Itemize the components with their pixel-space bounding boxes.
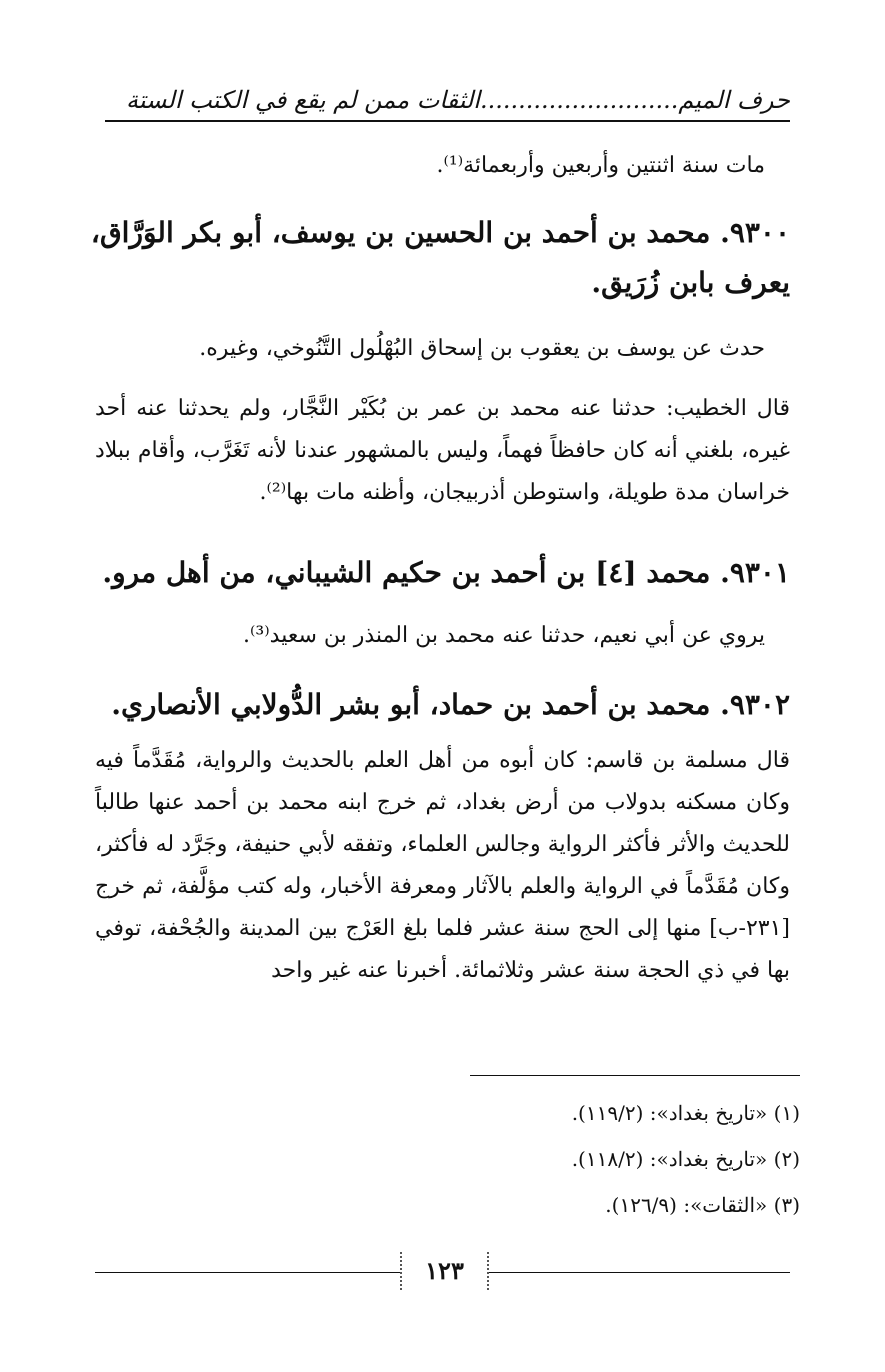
entry-heading-9301: [90, 548, 790, 598]
entry-number: ٩٣٠٢.: [720, 688, 790, 721]
running-header: [105, 82, 790, 118]
entry-heading-9300: [90, 208, 790, 308]
footnote-separator: [470, 1075, 800, 1076]
page-number: ١٢٣: [400, 1252, 489, 1290]
footer-rule-right: [485, 1272, 790, 1273]
entry-paragraph: قال الخطيب: حدثنا عنه محمد بن عمر بن بُكَيْر النَّجَّار، ولم يحدثنا عنه أحد غيره، بلغني أنه كان حافظاً فهماً، وليس بالمشهور عندنا لأنه تَغَرَّب، وأقام ببلاد خراسان مدة طويلة، واستوطن أذربيجان، وأظنه مات بها⁽²⁾.: [95, 396, 790, 505]
footnote-item: (٢) «تاريخ بغداد»: (١١٨/٢).: [571, 1147, 800, 1171]
entry-heading-9302: [90, 680, 790, 730]
entry-paragraph: قال مسلمة بن قاسم: كان أبوه من أهل العلم بالحديث والرواية، مُقَدَّماً فيه وكان مسكنه بدولاب من أرض بغداد، ثم خرج ابنه محمد بن أحمد عنها طالباً للحديث والأثر فأكثر الرواية وجالس العلماء، وتفقه لأبي حنيفة، وجَرَّد له فأكثر، وكان مُقَدَّماً في الرواية والعلم بالآثار ومعرفة الأخبار، وله كتب مؤلَّفة، ثم خرج [٢٣١-ب] منها إلى الحج سنة عشر فلما بلغ العَرْج بين المدينة والجُحْفة، توفي بها في ذي الحجة سنة عشر وثلاثمائة. أخبرنا عنه غير واحد: [95, 748, 791, 983]
entry-number: ٩٣٠٠.: [720, 216, 790, 249]
entry-paragraph: حدث عن يوسف بن يعقوب بن إسحاق البُهْلُول التَّنُوخي، وغيره.: [199, 336, 765, 361]
footnote-item: (٣) «الثقات»: (١٢٦/٩).: [605, 1193, 800, 1217]
continuation-text: مات سنة اثنتين وأربعين وأربعمائة⁽¹⁾.: [436, 153, 765, 178]
footnotes: [100, 1090, 800, 1228]
header-dots: ..........................: [479, 86, 679, 114]
header-rule: [105, 120, 790, 122]
entry-name: محمد بن أحمد بن الحسين بن يوسف، أبو بكر الوَرَّاق، يعرف بابن زُرَيق.: [90, 216, 790, 299]
entry-name: محمد بن أحمد بن حماد، أبو بشر الدُّولابي الأنصاري.: [111, 688, 711, 721]
entry-name: محمد [٤] بن أحمد بن حكيم الشيباني، من أهل مرو.: [102, 556, 711, 589]
entry-paragraph: يروي عن أبي نعيم، حدثنا عنه محمد بن المنذر بن سعيد⁽³⁾.: [243, 623, 765, 648]
entry-number: ٩٣٠١.: [720, 556, 790, 589]
header-book-title: الثقات ممن لم يقع في الكتب الستة: [126, 86, 480, 114]
footer-rule-left: [95, 1272, 400, 1273]
footnote-item: (١) «تاريخ بغداد»: (١١٩/٢).: [571, 1101, 800, 1125]
header-chapter: حرف الميم: [678, 86, 790, 114]
